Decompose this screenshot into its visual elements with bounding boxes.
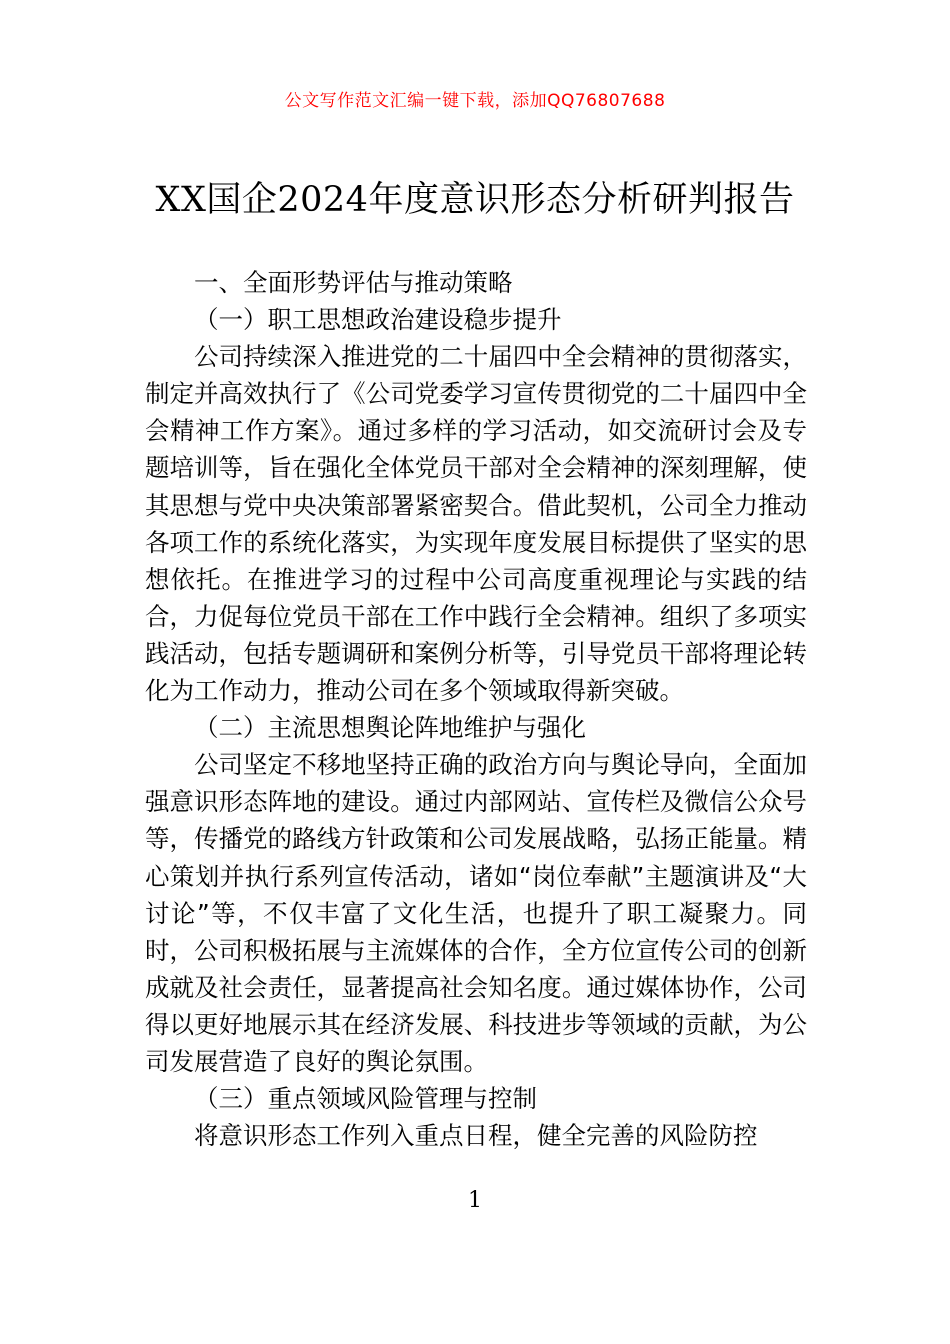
page-number: 1 — [468, 1188, 482, 1213]
subsection-heading: （一）职工思想政治建设稳步提升 — [194, 305, 562, 335]
body-paragraph: 公司坚定不移地坚持正确的政治方向与舆论导向，全面加强意识形态阵地的建设。通过内部网站、宣传栏及微信公众号等，传播党的路线方针政策和公司发展战略，弘扬正能量。精心策划并执行系列宣传活动，诸如“岗位奉献”主题演讲及“大讨论”等，不仅丰富了文化生活，也提升了职工凝聚力。同时，公司积极拓展与主流媒体的合作，全方位宣传公司的创新成就及社会责任，显著提高社会知名度。通过媒体协作，公司得以更好地展示其在经济发展、科技进步等领域的贡献，为公司发展营造了良好的舆论氛围。 — [145, 750, 807, 1076]
body-paragraph: 将意识形态工作列入重点日程，健全完善的风险防控 — [194, 1121, 758, 1151]
download-banner: 公文写作范文汇编一键下载，添加QQ76807688 — [284, 91, 666, 111]
document-title: XX国企2024年度意识形态分析研判报告 — [155, 180, 795, 220]
subsection-heading: （三）重点领域风险管理与控制 — [194, 1084, 537, 1114]
document-body — [145, 264, 807, 1154]
subsection-heading: （二）主流思想舆论阵地维护与强化 — [194, 713, 586, 743]
section-heading: 一、全面形势评估与推动策略 — [194, 268, 513, 297]
body-paragraph: 公司持续深入推进党的二十届四中全会精神的贯彻落实，制定并高效执行了《公司党委学习宣传贯彻党的二十届四中全会精神工作方案》。通过多样的学习活动，如交流研讨会及专题培训等，旨在强化全体党员干部对全会精神的深刻理解，使其思想与党中央决策部署紧密契合。借此契机，公司全力推动各项工作的系统化落实，为实现年度发展目标提供了坚实的思想依托。在推进学习的过程中公司高度重视理论与实践的结合，力促每位党员干部在工作中践行全会精神。组织了多项实践活动，包括专题调研和案例分析等，引导党员干部将理论转化为工作动力，推动公司在多个领域取得新突破。 — [145, 342, 807, 706]
